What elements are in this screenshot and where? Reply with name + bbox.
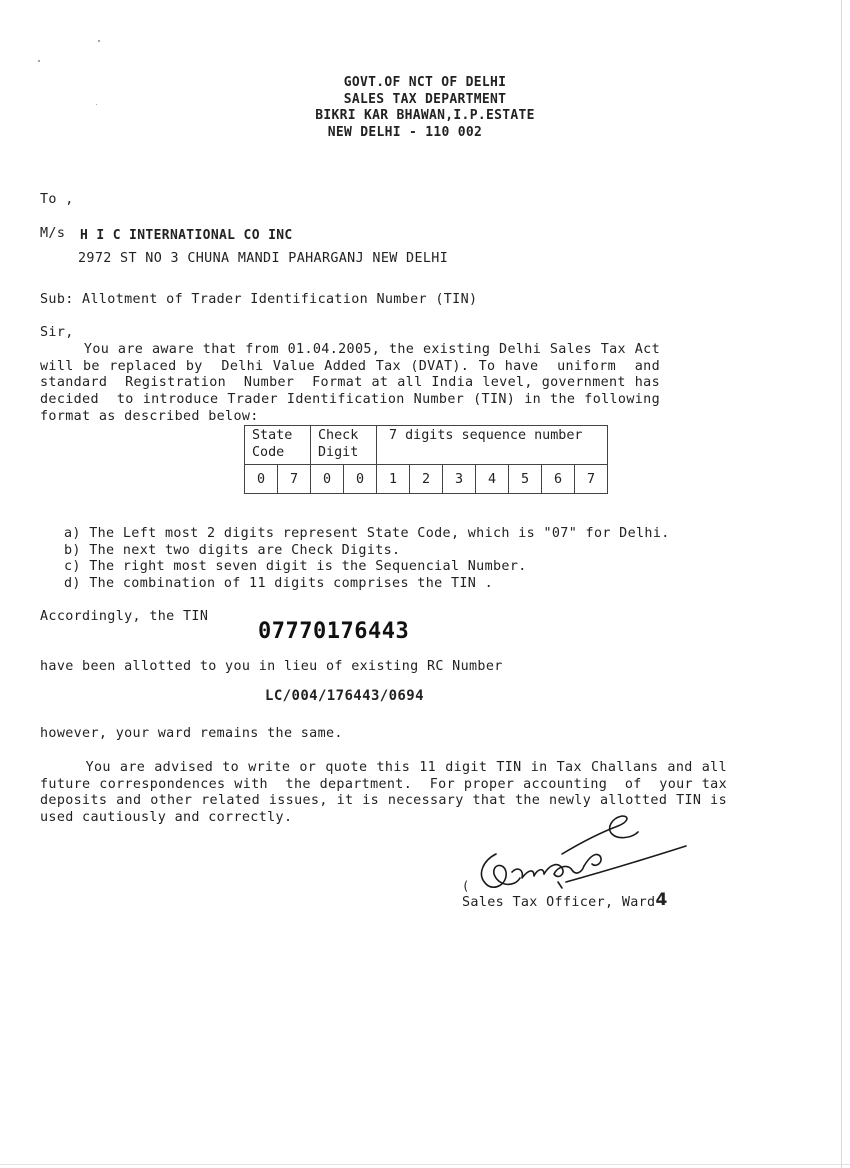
intro-line: You are aware that from 01.04.2005, the existing Delhi Sales Tax Act (40, 342, 660, 357)
point-item: a) The Left most 2 digits represent State Code, which is "07" for Delhi. (64, 526, 670, 541)
sequence-header: 7 digits sequence number (377, 426, 608, 465)
rc-number: LC/004/176443/0694 (265, 688, 424, 704)
advice-line: You are advised to write or quote this 11 digit TIN in Tax Challans and all (40, 760, 727, 775)
digit-cell: 0 (344, 465, 377, 494)
intro-line: standard Registration Number Format at all India level, government has (40, 375, 660, 391)
page-edge-bottom (0, 1164, 850, 1165)
header-line-govt: GOVT.OF NCT OF DELHI (343, 75, 507, 90)
advice-line: future correspondences with the department. For proper accounting of your tax (40, 776, 727, 792)
company-address: 2972 ST NO 3 CHUNA MANDI PAHARGANJ NEW DELHI (78, 251, 449, 266)
signatory-title (462, 890, 668, 912)
advice-line: deposits and other related issues, it is necessary that the newly allotted TIN is (40, 793, 727, 809)
to-label: To , (40, 192, 74, 207)
check-digit-header (311, 426, 377, 465)
ward-number: 4 (655, 890, 668, 910)
page-edge-right (841, 0, 842, 1168)
ms-label: M/s (40, 226, 66, 241)
digit-cell: 7 (575, 465, 608, 494)
state-code-label-line: State (252, 428, 293, 443)
header-line-building: BIKRI KAR BHAWAN,I.P.ESTATE (315, 108, 535, 123)
intro-line: decided to introduce Trader Identification Number (TIN) in the following (40, 392, 660, 408)
allotted-text: have been allotted to you in lieu of existing RC Number (40, 659, 503, 674)
point-item: c) The right most seven digit is the Sequencial Number. (64, 559, 527, 574)
company-name: H I C INTERNATIONAL CO INC (80, 228, 293, 243)
tin-format-table (244, 425, 608, 494)
digit-cell: 1 (377, 465, 410, 494)
intro-paragraph (40, 342, 660, 426)
digit-cell: 3 (443, 465, 476, 494)
intro-line: format as described below: (40, 408, 259, 424)
digit-cell: 4 (476, 465, 509, 494)
accordingly-text: Accordingly, the TIN (40, 609, 209, 624)
digit-cell: 0 (311, 465, 344, 494)
point-item: d) The combination of 11 digits comprises the TIN . (64, 576, 494, 591)
scan-speck (38, 60, 40, 62)
signatory-title-text: Sales Tax Officer, Ward (462, 895, 656, 910)
header-line-dept: SALES TAX DEPARTMENT (343, 92, 507, 107)
scan-speck (98, 40, 100, 42)
digit-cell: 6 (542, 465, 575, 494)
check-digit-label-line: Check (318, 428, 359, 443)
digit-cell: 0 (245, 465, 278, 494)
digit-cell: 5 (509, 465, 542, 494)
state-code-header (245, 426, 311, 465)
point-item: b) The next two digits are Check Digits. (64, 543, 401, 558)
intro-line: will be replaced by Delhi Value Added Tax (DVAT). To have uniform and (40, 358, 660, 374)
digit-cell: 7 (278, 465, 311, 494)
salutation: Sir, (40, 325, 74, 340)
tin-format-header-row (245, 426, 608, 465)
header-line-city: NEW DELHI - 110 002 (327, 125, 483, 140)
subject-line: Sub: Allotment of Trader Identification Number (TIN) (40, 292, 478, 307)
state-code-label-line: Code (252, 444, 285, 460)
ward-text: however, your ward remains the same. (40, 726, 343, 741)
tin-format-digit-row (245, 465, 608, 494)
digit-cell: 2 (410, 465, 443, 494)
check-digit-label-line: Digit (318, 444, 359, 460)
advice-line: used cautiously and correctly. (40, 810, 293, 826)
officer-signature (462, 812, 692, 897)
signature-paren: ( (462, 879, 470, 893)
tin-number: 07770176443 (258, 619, 410, 644)
